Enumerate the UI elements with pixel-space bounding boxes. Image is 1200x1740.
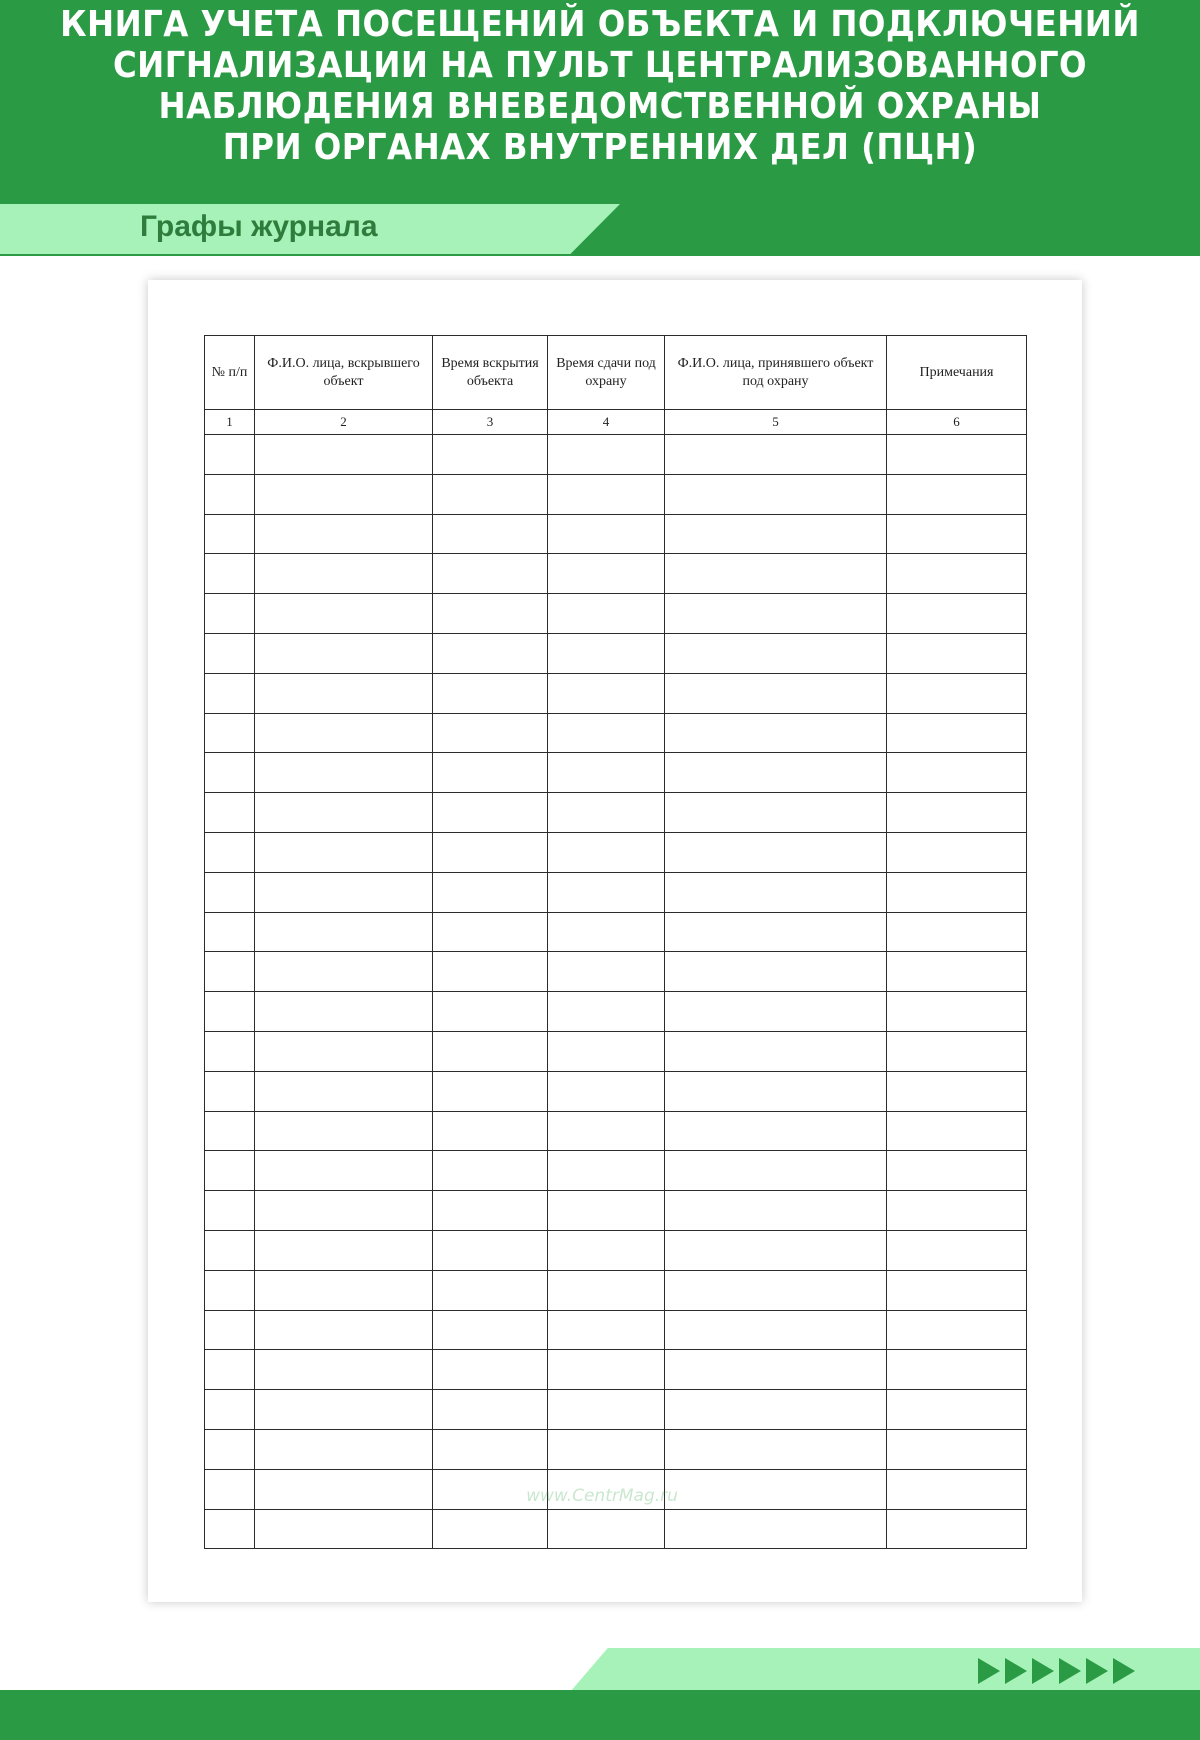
table-cell[interactable]: [887, 1191, 1027, 1231]
table-cell[interactable]: [255, 554, 433, 594]
table-row: [205, 1270, 1027, 1310]
table-cell[interactable]: [887, 554, 1027, 594]
table-cell[interactable]: [205, 992, 255, 1032]
table-cell[interactable]: [887, 832, 1027, 872]
double-forward-arrows-icon: [976, 1656, 1146, 1686]
table-cell[interactable]: [433, 1350, 548, 1390]
table-row: [205, 594, 1027, 634]
table-cell[interactable]: [887, 1350, 1027, 1390]
table-cell[interactable]: [887, 1270, 1027, 1310]
table-cell[interactable]: [665, 1270, 887, 1310]
table-cell[interactable]: [255, 912, 433, 952]
table-cell[interactable]: [433, 713, 548, 753]
table-cell[interactable]: [665, 1230, 887, 1270]
journal-table: [204, 335, 1027, 1549]
col-header-open-time: Время вскрытия объекта: [433, 336, 548, 410]
table-cell[interactable]: [665, 713, 887, 753]
table-cell[interactable]: [433, 753, 548, 793]
table-row: [205, 1509, 1027, 1549]
table-cell[interactable]: [205, 1031, 255, 1071]
table-cell[interactable]: [548, 912, 665, 952]
table-cell[interactable]: [205, 1111, 255, 1151]
table-row: [205, 1230, 1027, 1270]
table-cell[interactable]: [887, 1230, 1027, 1270]
column-number: 5: [665, 410, 887, 435]
table-cell[interactable]: [255, 435, 433, 475]
table-cell[interactable]: [255, 474, 433, 514]
table-cell[interactable]: [255, 1151, 433, 1191]
table-row: [205, 1429, 1027, 1469]
table-row: [205, 1071, 1027, 1111]
table-row: [205, 1031, 1027, 1071]
table-cell[interactable]: [887, 992, 1027, 1032]
table-cell[interactable]: [255, 713, 433, 753]
table-cell[interactable]: [433, 1390, 548, 1430]
table-cell[interactable]: [433, 793, 548, 833]
col-header-receiver-name: Ф.И.О. лица, принявшего объект под охрану: [665, 336, 887, 410]
table-cell[interactable]: [205, 1230, 255, 1270]
table-row: [205, 1151, 1027, 1191]
table-cell[interactable]: [548, 713, 665, 753]
table-row: [205, 952, 1027, 992]
journal-page: [148, 280, 1082, 1602]
table-cell[interactable]: [548, 1031, 665, 1071]
table-cell[interactable]: [433, 633, 548, 673]
table-cell[interactable]: [255, 1509, 433, 1549]
table-cell[interactable]: [255, 952, 433, 992]
table-cell[interactable]: [665, 474, 887, 514]
table-cell[interactable]: [205, 753, 255, 793]
table-row: [205, 1350, 1027, 1390]
table-cell[interactable]: [205, 673, 255, 713]
table-cell[interactable]: [665, 633, 887, 673]
table-cell[interactable]: [205, 912, 255, 952]
table-cell[interactable]: [205, 1270, 255, 1310]
table-row: [205, 554, 1027, 594]
table-cell[interactable]: [548, 554, 665, 594]
table-cell[interactable]: [433, 1509, 548, 1549]
table-cell[interactable]: [255, 514, 433, 554]
table-cell[interactable]: [665, 832, 887, 872]
table-cell[interactable]: [887, 1071, 1027, 1111]
table-cell[interactable]: [255, 1429, 433, 1469]
table-cell[interactable]: [205, 1310, 255, 1350]
table-cell[interactable]: [665, 514, 887, 554]
table-cell[interactable]: [665, 952, 887, 992]
table-cell[interactable]: [205, 713, 255, 753]
table-cell[interactable]: [548, 673, 665, 713]
table-cell[interactable]: [665, 554, 887, 594]
table-cell[interactable]: [433, 1071, 548, 1111]
table-cell[interactable]: [548, 872, 665, 912]
table-cell[interactable]: [548, 1270, 665, 1310]
table-cell[interactable]: [433, 832, 548, 872]
table-cell[interactable]: [255, 832, 433, 872]
table-cell[interactable]: [433, 474, 548, 514]
arrow-icon: [1032, 1658, 1054, 1684]
table-cell[interactable]: [887, 474, 1027, 514]
table-cell[interactable]: [887, 435, 1027, 475]
table-cell[interactable]: [665, 1509, 887, 1549]
table-cell[interactable]: [255, 793, 433, 833]
table-cell[interactable]: [665, 1429, 887, 1469]
table-cell[interactable]: [433, 1310, 548, 1350]
col-header-opener-name: Ф.И.О. лица, вскрывшего объект: [255, 336, 433, 410]
table-cell[interactable]: [205, 554, 255, 594]
table-cell[interactable]: [548, 1310, 665, 1350]
table-row: [205, 633, 1027, 673]
table-cell[interactable]: [887, 1111, 1027, 1151]
table-cell[interactable]: [665, 1071, 887, 1111]
table-cell[interactable]: [433, 435, 548, 475]
page-title: КНИГА УЧЕТА ПОСЕЩЕНИЙ ОБЪЕКТА И ПОДКЛЮЧЕНИЙ СИГНАЛИЗАЦИИ НА ПУЛЬТ ЦЕНТРАЛИЗОВАННОГО НАБЛЮДЕНИЯ ВНЕВЕДОМСТВЕННОЙ ОХРАНЫ ПРИ ОРГАНАХ ВНУТРЕННИХ ДЕЛ (ПЦН): [60, 4, 1140, 168]
table-cell[interactable]: [665, 1151, 887, 1191]
col-header-number: № п/п: [205, 336, 255, 410]
table-cell[interactable]: [665, 594, 887, 634]
table-cell[interactable]: [255, 594, 433, 634]
table-cell[interactable]: [433, 952, 548, 992]
table-cell[interactable]: [205, 872, 255, 912]
table-cell[interactable]: [205, 952, 255, 992]
table-cell[interactable]: [255, 1191, 433, 1231]
arrow-icon: [1086, 1658, 1108, 1684]
table-cell[interactable]: [433, 514, 548, 554]
table-cell[interactable]: [433, 1230, 548, 1270]
table-cell[interactable]: [665, 1191, 887, 1231]
table-cell[interactable]: [887, 1509, 1027, 1549]
table-row: [205, 912, 1027, 952]
table-cell[interactable]: [887, 1031, 1027, 1071]
table-row: [205, 753, 1027, 793]
table-cell[interactable]: [205, 832, 255, 872]
table-cell[interactable]: [433, 554, 548, 594]
table-cell[interactable]: [548, 1111, 665, 1151]
column-number: 2: [255, 410, 433, 435]
table-cell[interactable]: [433, 1111, 548, 1151]
table-cell[interactable]: [548, 1390, 665, 1430]
table-cell[interactable]: [887, 713, 1027, 753]
table-cell[interactable]: [665, 1310, 887, 1350]
table-cell[interactable]: [205, 435, 255, 475]
table-cell[interactable]: [887, 872, 1027, 912]
watermark: www.CentrMag.ru: [526, 1486, 678, 1506]
table-cell[interactable]: [433, 912, 548, 952]
table-row: [205, 793, 1027, 833]
table-cell[interactable]: [433, 1191, 548, 1231]
table-row: [205, 1310, 1027, 1350]
table-cell[interactable]: [205, 1071, 255, 1111]
table-cell[interactable]: [665, 1031, 887, 1071]
table-cell[interactable]: [665, 912, 887, 952]
section-subtitle: Графы журнала: [140, 210, 378, 243]
table-cell[interactable]: [255, 673, 433, 713]
table-cell[interactable]: [548, 474, 665, 514]
table-cell[interactable]: [548, 1191, 665, 1231]
table-cell[interactable]: [205, 1191, 255, 1231]
table-cell[interactable]: [205, 514, 255, 554]
table-cell[interactable]: [205, 1469, 255, 1509]
column-number-row: [205, 410, 1027, 435]
table-row: [205, 713, 1027, 753]
table-cell[interactable]: [665, 793, 887, 833]
table-cell[interactable]: [665, 992, 887, 1032]
arrow-icon: [1113, 1658, 1135, 1684]
table-cell[interactable]: [205, 1350, 255, 1390]
col-header-notes: Примечания: [887, 336, 1027, 410]
table-row: [205, 832, 1027, 872]
table-cell[interactable]: [548, 1151, 665, 1191]
table-cell[interactable]: [665, 673, 887, 713]
table-cell[interactable]: [255, 633, 433, 673]
table-cell[interactable]: [255, 992, 433, 1032]
column-number: 3: [433, 410, 548, 435]
table-cell[interactable]: [548, 1071, 665, 1111]
table-cell[interactable]: [205, 1429, 255, 1469]
table-cell[interactable]: [887, 633, 1027, 673]
table-cell[interactable]: [205, 594, 255, 634]
table-row: [205, 1390, 1027, 1430]
table-cell[interactable]: [548, 633, 665, 673]
table-cell[interactable]: [433, 992, 548, 1032]
table-cell[interactable]: [255, 1270, 433, 1310]
table-cell[interactable]: [255, 872, 433, 912]
table-cell[interactable]: [887, 673, 1027, 713]
table-cell[interactable]: [433, 673, 548, 713]
table-cell[interactable]: [255, 1111, 433, 1151]
table-cell[interactable]: [255, 1031, 433, 1071]
table-cell[interactable]: [548, 594, 665, 634]
table-cell[interactable]: [887, 1469, 1027, 1509]
table-cell[interactable]: [433, 1429, 548, 1469]
table-cell[interactable]: [433, 872, 548, 912]
table-cell[interactable]: [255, 753, 433, 793]
table-cell[interactable]: [255, 1390, 433, 1430]
column-number: 4: [548, 410, 665, 435]
table-cell[interactable]: [548, 753, 665, 793]
table-cell[interactable]: [548, 514, 665, 554]
table-cell[interactable]: [205, 1151, 255, 1191]
table-row: [205, 435, 1027, 475]
table-cell[interactable]: [548, 1509, 665, 1549]
header-row: [205, 336, 1027, 410]
table-cell[interactable]: [255, 1350, 433, 1390]
table-row: [205, 474, 1027, 514]
table-cell[interactable]: [548, 1429, 665, 1469]
table-cell[interactable]: [205, 633, 255, 673]
table-cell[interactable]: [433, 594, 548, 634]
table-cell[interactable]: [887, 1310, 1027, 1350]
table-cell[interactable]: [665, 1390, 887, 1430]
column-number: 1: [205, 410, 255, 435]
table-cell[interactable]: [548, 832, 665, 872]
table-cell[interactable]: [205, 1509, 255, 1549]
table-cell[interactable]: [665, 1111, 887, 1151]
table-cell[interactable]: [887, 912, 1027, 952]
table-cell[interactable]: [887, 1390, 1027, 1430]
table-cell[interactable]: [255, 1310, 433, 1350]
table-row: [205, 1111, 1027, 1151]
table-row: [205, 1191, 1027, 1231]
col-header-arm-time: Время сдачи под охрану: [548, 336, 665, 410]
table-cell[interactable]: [255, 1469, 433, 1509]
table-cell[interactable]: [548, 1230, 665, 1270]
table-cell[interactable]: [887, 1151, 1027, 1191]
table-cell[interactable]: [887, 514, 1027, 554]
table-cell[interactable]: [205, 1390, 255, 1430]
table-row: [205, 673, 1027, 713]
table-cell[interactable]: [433, 1270, 548, 1310]
table-cell[interactable]: [887, 753, 1027, 793]
table-cell[interactable]: [887, 793, 1027, 833]
table-cell[interactable]: [548, 435, 665, 475]
table-cell[interactable]: [255, 1230, 433, 1270]
table-cell[interactable]: [548, 1350, 665, 1390]
table-cell[interactable]: [548, 992, 665, 1032]
table-cell[interactable]: [665, 753, 887, 793]
table-cell[interactable]: [665, 1350, 887, 1390]
column-number: 6: [887, 410, 1027, 435]
table-cell[interactable]: [887, 1429, 1027, 1469]
table-cell[interactable]: [433, 1151, 548, 1191]
arrow-icon: [1005, 1658, 1027, 1684]
table-cell[interactable]: [887, 952, 1027, 992]
table-row: [205, 872, 1027, 912]
footer-bar: [0, 1690, 1200, 1740]
table-cell[interactable]: [665, 872, 887, 912]
table-cell[interactable]: [665, 435, 887, 475]
arrow-icon: [1059, 1658, 1081, 1684]
table-row: [205, 992, 1027, 1032]
table-cell[interactable]: [255, 1071, 433, 1111]
table-cell[interactable]: [548, 793, 665, 833]
table-cell[interactable]: [205, 474, 255, 514]
table-cell[interactable]: [548, 952, 665, 992]
table-row: [205, 514, 1027, 554]
table-cell[interactable]: [433, 1031, 548, 1071]
arrow-icon: [978, 1658, 1000, 1684]
table-cell[interactable]: [205, 793, 255, 833]
table-cell[interactable]: [887, 594, 1027, 634]
